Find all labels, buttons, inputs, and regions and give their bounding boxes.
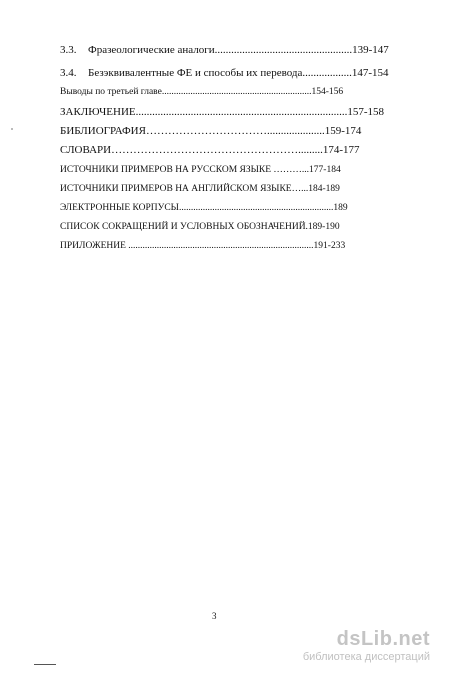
toc-entry-text: ЗАКЛЮЧЕНИЕ.............................................................................157-158 — [60, 106, 385, 118]
toc-entry-text: Безэквивалентные ФЕ и способы их перевода..................147-154 — [88, 67, 389, 79]
toc-entry-text: Фразеологические аналоги..................................................139-147 — [88, 44, 389, 56]
watermark — [240, 628, 436, 668]
toc-entry-text: ПРИЛОЖЕНИЕ ..............................................................................191-233 — [60, 241, 346, 251]
toc-entry-sources-russian — [60, 163, 341, 177]
toc-entry-abbreviations — [60, 220, 340, 234]
toc-entry-text: ЭЛЕКТРОННЫЕ КОРПУСЫ.................................................................189 — [60, 203, 348, 213]
toc-entry-electronic-corpora — [60, 201, 348, 215]
toc-entry-text: ИСТОЧНИКИ ПРИМЕРОВ НА РУССКОМ ЯЗЫКЕ ………...177-184 — [60, 165, 341, 175]
toc-entry-text: ИСТОЧНИКИ ПРИМЕРОВ НА АНГЛИЙСКОМ ЯЗЫКЕ…...184-189 — [60, 184, 340, 194]
watermark-subtitle: библиотека диссертаций — [302, 651, 430, 663]
toc-entry-number: 3.4. — [60, 67, 77, 79]
toc-entry-sources-english — [60, 182, 340, 196]
toc-entry-text: Выводы по третьей главе...............................................................154-156 — [60, 87, 344, 97]
toc-entry-conclusion — [60, 105, 384, 119]
toc-entry-text: БИБЛИОГРАФИЯ…………………………….....................159-174 — [60, 125, 362, 137]
toc-entry-text: СЛОВАРИ…………………………………………….........174-177 — [60, 144, 360, 156]
toc-entry-bibliography — [60, 124, 361, 138]
toc-entry-conclusions-ch3 — [60, 85, 343, 99]
toc-entry-3-4 — [60, 66, 389, 80]
watermark-logo: dsLib.net — [336, 628, 430, 650]
margin-mark — [11, 128, 13, 130]
toc-entry-text: СПИСОК СОКРАЩЕНИЙ И УСЛОВНЫХ ОБОЗНАЧЕНИЙ.189-190 — [60, 222, 340, 232]
toc-entry-dictionaries — [60, 143, 360, 157]
toc-entry-number: 3.3. — [60, 44, 77, 56]
toc-entry-appendix — [60, 239, 345, 253]
toc-entry-3-3 — [60, 43, 389, 57]
page-number: 3 — [212, 611, 217, 621]
bottom-rule — [34, 664, 56, 665]
